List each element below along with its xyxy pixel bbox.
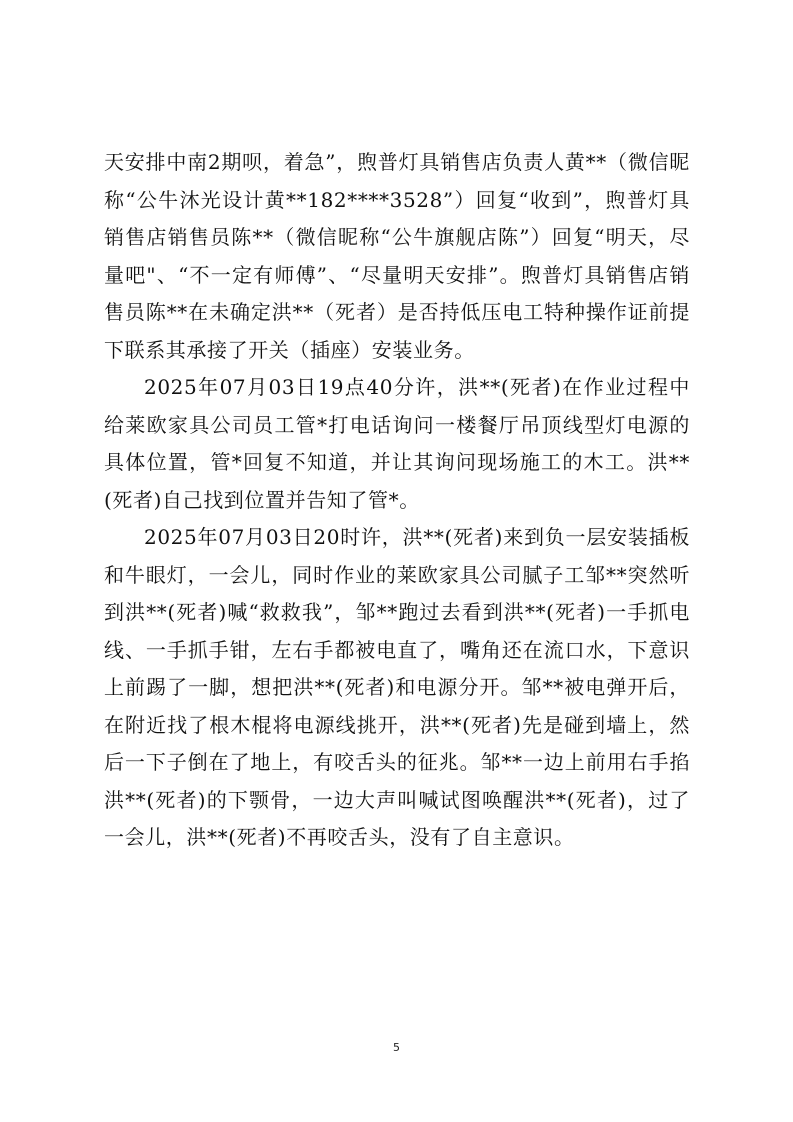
document-body: [104, 144, 690, 857]
page-number: 5: [393, 1041, 400, 1054]
paragraph-2: 2025年07月03日19点40分许，洪**(死者)在作业过程中给莱欧家具公司员工管*打电话询问一楼餐厅吊顶线型灯电源的具体位置，管*回复不知道，并让其询问现场施工的木工。洪**(死者)自己找到位置并告知了管*。: [104, 375, 690, 512]
paragraph-1: 天安排中南2期呗，着急”，煦普灯具销售店负责人黄**（微信昵称“公牛沐光设计黄**182****3528”）回复“收到”，煦普灯具销售店销售员陈**（微信昵称“公牛旗舰店陈”）回复“明天，尽量吧"、“不一定有师傅”、“尽量明天安排”。煦普灯具销售店销售员陈**在未确定洪**（死者）是否持低压电工特种操作证前提下联系其承接了开关（插座）安装业务。: [104, 150, 690, 362]
paragraph-3: 2025年07月03日20时许，洪**(死者)来到负一层安装插板和牛眼灯，一会儿，同时作业的莱欧家具公司腻子工邹**突然听到洪**(死者)喊“救救我”，邹**跑过去看到洪**(死者)一手抓电线、一手抓手钳，左右手都被电直了，嘴角还在流口水，下意识上前踢了一脚，想把洪**(死者)和电源分开。邹**被电弹开后，在附近找了根木棍将电源线挑开，洪**(死者)先是碰到墙上，然后一下子倒在了地上，有咬舌头的征兆。邹**一边上前用右手掐洪**(死者)的下颚骨，一边大声叫喊试图唤醒洪**(死者)，过了一会儿，洪**(死者)不再咬舌头，没有了自主意识。: [104, 525, 690, 849]
